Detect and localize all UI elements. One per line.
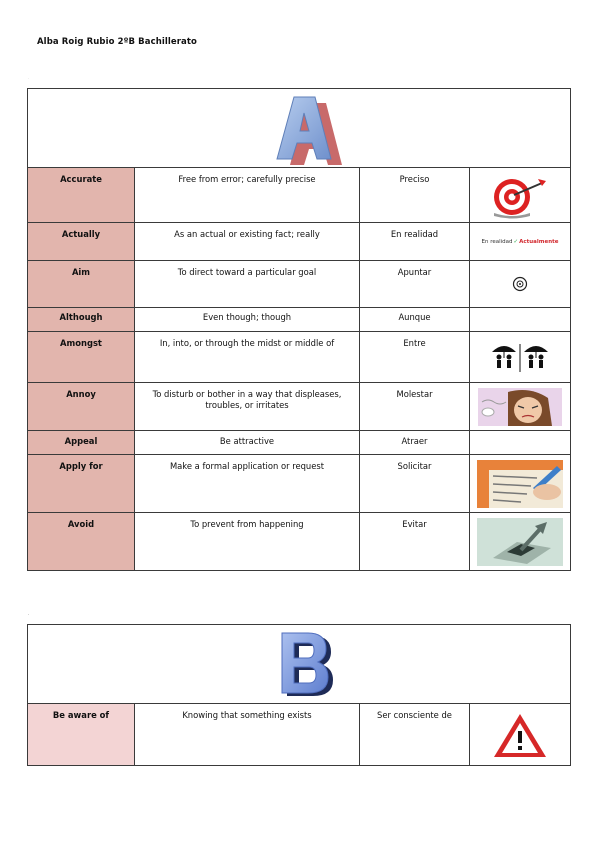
translation-cell: Solicitar xyxy=(360,455,470,513)
en-realidad-logo-text: En realidad xyxy=(481,238,513,245)
image-cell xyxy=(470,261,571,308)
image-cell xyxy=(470,704,571,766)
target-icon xyxy=(490,173,550,217)
table-row xyxy=(28,455,571,513)
translation-cell: Apuntar xyxy=(360,261,470,308)
word-cell: Annoy xyxy=(28,383,135,431)
people-umbrella-icon xyxy=(488,340,552,374)
aim-icon xyxy=(512,276,528,292)
word-cell: Amongst xyxy=(28,332,135,383)
table-row xyxy=(28,431,571,455)
definition-cell: To direct toward a particular goal xyxy=(135,261,360,308)
table-row xyxy=(28,383,571,431)
table-row xyxy=(28,223,571,261)
definition-cell: To prevent from happening xyxy=(135,513,360,571)
table-row xyxy=(28,308,571,332)
translation-cell: Preciso xyxy=(360,168,470,223)
vocab-table-a xyxy=(27,79,571,571)
translation-cell: Molestar xyxy=(360,383,470,431)
translation-cell: Atraer xyxy=(360,431,470,455)
word-cell: Apply for xyxy=(28,455,135,513)
translation-cell: Evitar xyxy=(360,513,470,571)
translation-cell: En realidad xyxy=(360,223,470,261)
image-cell xyxy=(470,383,571,431)
image-cell xyxy=(470,513,571,571)
warning-sign-icon xyxy=(492,711,548,759)
letter-a-art xyxy=(28,79,571,167)
image-cell xyxy=(470,455,571,513)
image-cell xyxy=(470,223,571,261)
definition-cell: In, into, or through the midst or middle of xyxy=(135,332,360,383)
word-cell: Avoid xyxy=(28,513,135,571)
word-cell: Accurate xyxy=(28,168,135,223)
word-cell: Be aware of xyxy=(28,704,135,766)
author-header: Alba Roig Rubio 2ºB Bachillerato xyxy=(37,37,197,47)
letter-b-art xyxy=(28,615,571,703)
table-row xyxy=(28,332,571,383)
letter-b-text: B xyxy=(28,615,29,616)
definition-cell: Knowing that something exists xyxy=(135,704,360,766)
check-icon: ✓ xyxy=(513,238,519,245)
vocab-table-b xyxy=(27,615,571,766)
table-row xyxy=(28,261,571,308)
letter-banner-a xyxy=(28,79,571,168)
definition-cell: Be attractive xyxy=(135,431,360,455)
word-cell: Appeal xyxy=(28,431,135,455)
word-cell: Although xyxy=(28,308,135,332)
hole-arrow-image xyxy=(477,518,563,566)
table-row xyxy=(28,513,571,571)
table-row xyxy=(28,704,571,766)
definition-cell: Free from error; carefully precise xyxy=(135,168,360,223)
letter-banner-b xyxy=(28,615,571,704)
table-row xyxy=(28,168,571,223)
form-writing-image xyxy=(477,460,563,508)
definition-cell: As an actual or existing fact; really xyxy=(135,223,360,261)
word-cell: Aim xyxy=(28,261,135,308)
definition-cell: To disturb or bother in a way that displeases, troubles, or irritates xyxy=(135,383,360,431)
image-cell xyxy=(470,168,571,223)
image-cell xyxy=(470,308,571,332)
definition-cell: Even though; though xyxy=(135,308,360,332)
actualmente-logo-text: Actualmente xyxy=(519,238,559,245)
image-cell xyxy=(470,332,571,383)
word-cell: Actually xyxy=(28,223,135,261)
definition-cell: Make a formal application or request xyxy=(135,455,360,513)
image-cell xyxy=(470,431,571,455)
letter-a-text: A xyxy=(28,79,29,80)
translation-cell: Aunque xyxy=(360,308,470,332)
translation-cell: Entre xyxy=(360,332,470,383)
annoyed-person-image xyxy=(478,388,562,426)
translation-cell: Ser consciente de xyxy=(360,704,470,766)
